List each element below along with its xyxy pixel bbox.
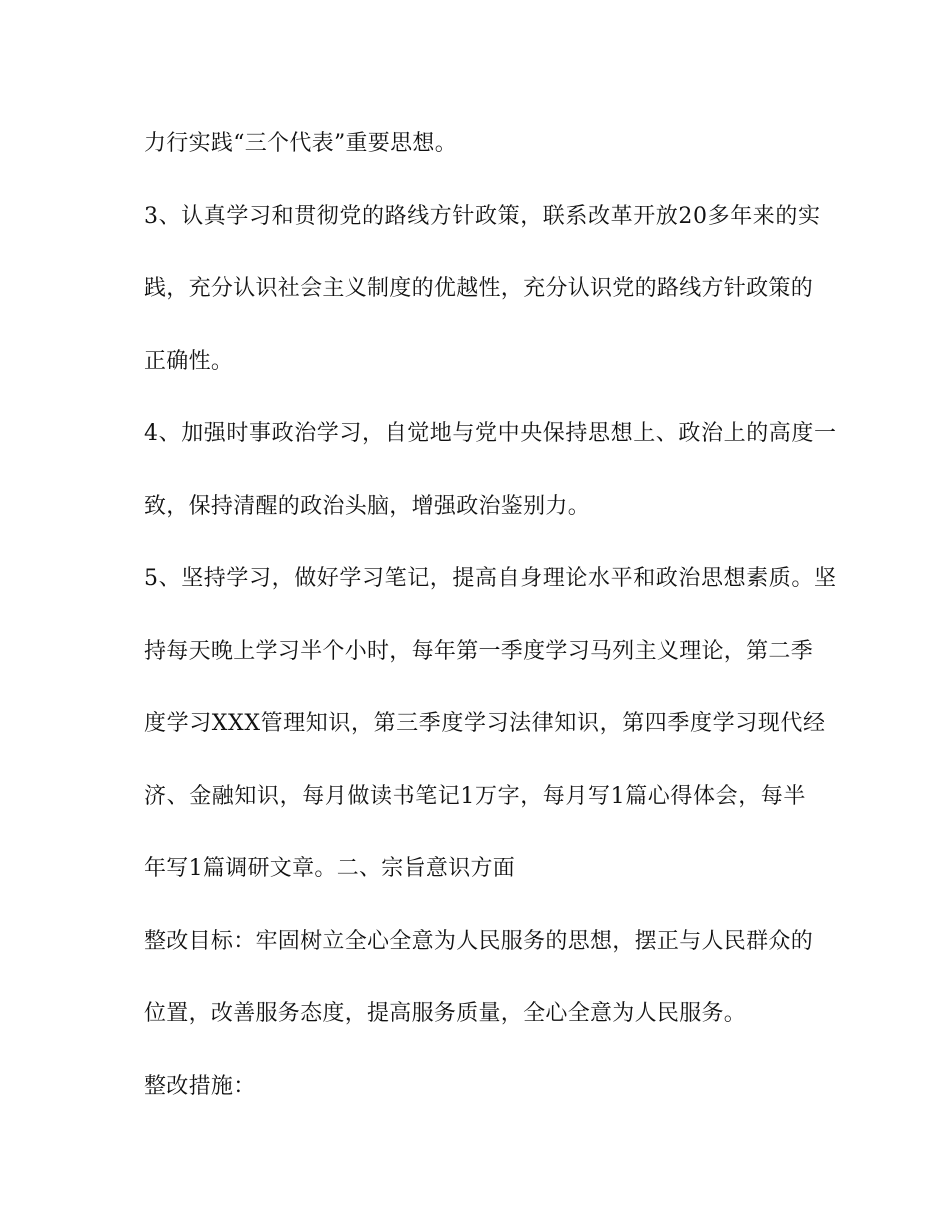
text-line: 力行实践“三个代表”重要思想。 [144,131,457,156]
text-line: 5、坚持学习，做好学习笔记，提高自身理论水平和政治思想素质。坚 [144,566,837,591]
text-line: 济、金融知识，每月做读书笔记1万字，每月写1篇心得体会，每半 [144,783,806,809]
text-line: 致，保持清醒的政治头脑，增强政治鉴别力。 [144,493,591,519]
text-line: 3、认真学习和贯彻党的路线方针政策，联系改革开放20多年来的实 [144,203,821,229]
text-line: 4、加强时事政治学习，自觉地与党中央保持思想上、政治上的高度一 [144,421,837,446]
text-line: 位置，改善服务态度，提高服务质量，全心全意为人民服务。 [144,1001,747,1026]
text-line: 持每天晚上学习半个小时，每年第一季度学习马列主义理论，第二季 [144,638,814,664]
text-line: 度学习XXX管理知识，第三季度学习法律知识，第四季度学习现代经 [144,711,826,736]
text-line: 整改措施： [144,1073,256,1099]
text-line: 年写1篇调研文章。二、宗旨意识方面 [144,856,516,881]
document-body [144,118,837,1133]
text-line: 践，充分认识社会主义制度的优越性，充分认识党的路线方针政策的 [144,276,814,301]
text-line: 正确性。 [144,348,234,374]
text-line: 整改目标：牢固树立全心全意为人民服务的思想，摆正与人民群众的 [144,928,814,954]
